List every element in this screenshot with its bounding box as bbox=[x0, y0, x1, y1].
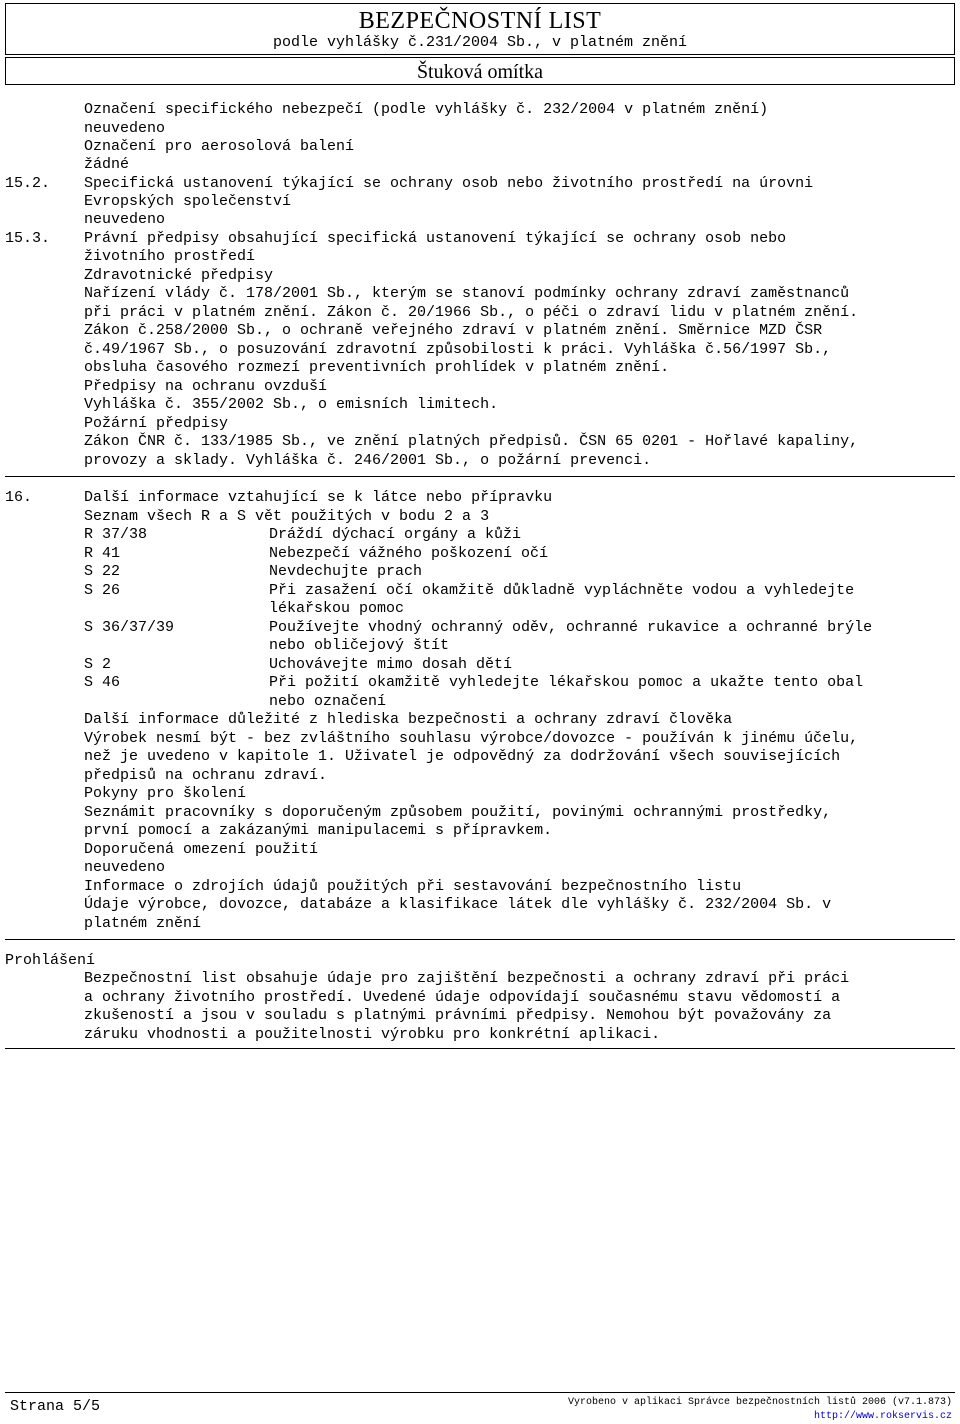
text-line: Vyhláška č. 355/2002 Sb., o emisních limitech. bbox=[84, 396, 499, 413]
text-line: Nařízení vlády č. 178/2001 Sb., kterým se stanoví podmínky ochrany zdraví zaměstnanců bbox=[84, 285, 850, 302]
phrase-text: Při požití okamžitě vyhledejte lékařskou pomoc a ukažte tento obal bbox=[269, 674, 864, 691]
section-heading: životního prostředí bbox=[84, 248, 256, 265]
text-line: provozy a sklady. Vyhláška č. 246/2001 Sb., o požární prevenci. bbox=[84, 452, 652, 469]
text-line: první pomocí a zakázanými manipulacemi s přípravkem. bbox=[84, 822, 553, 839]
phrase-text: Nevdechujte prach bbox=[269, 563, 423, 580]
text-line: Seznámit pracovníky s doporučeným způsobem použití, povinými ochrannými prostředky, bbox=[84, 804, 832, 821]
text-line: Bezpečnostní list obsahuje údaje pro zajištění bezpečnosti a ochrany zdraví při práci bbox=[84, 970, 850, 987]
phrase-text: Nebezpečí vážného poškození očí bbox=[269, 545, 549, 562]
text-line: Zákon ČNR č. 133/1985 Sb., ve znění platných předpisů. ČSN 65 0201 - Hořlavé kapaliny, bbox=[84, 433, 859, 450]
phrase-text: Při zasažení očí okamžitě důkladně vypláchněte vodou a vyhledejte bbox=[269, 582, 855, 599]
text-line: Označení pro aerosolová balení bbox=[84, 138, 355, 155]
section-number: 15.2. bbox=[5, 175, 51, 192]
section-heading: Specifická ustanovení týkající se ochrany osob nebo životního prostředí na úrovni bbox=[84, 175, 814, 192]
subheading: Další informace důležité z hlediska bezpečnosti a ochrany zdraví člověka bbox=[84, 711, 733, 728]
text-line: Údaje výrobce, dovozce, databáze a klasifikace látek dle vyhlášky č. 232/2004 Sb. v bbox=[84, 896, 832, 913]
phrase-text: lékařskou pomoc bbox=[269, 600, 405, 617]
subheading: Zdravotnické předpisy bbox=[84, 267, 274, 284]
section-heading: Právní předpisy obsahující specifická ustanovení týkající se ochrany osob nebo bbox=[84, 230, 787, 247]
section-number: 16. bbox=[5, 489, 33, 506]
document-title: BEZPEČNOSTNÍ LIST bbox=[358, 8, 602, 34]
text-line: záruku vhodnosti a použitelnosti výrobku pro konkrétní aplikaci. bbox=[84, 1026, 661, 1043]
phrase-text: Dráždí dýchací orgány a kůži bbox=[269, 526, 522, 543]
subheading: Požární předpisy bbox=[84, 415, 229, 432]
phrase-code: S 2 bbox=[84, 656, 112, 673]
phrase-code: S 46 bbox=[84, 674, 121, 691]
footer-divider bbox=[5, 1392, 955, 1393]
text-line: neuvedeno bbox=[84, 120, 166, 137]
subheading: Seznam všech R a S vět použitých v bodu 2 a 3 bbox=[84, 508, 490, 525]
subheading: Pokyny pro školení bbox=[84, 785, 247, 802]
phrase-code: S 26 bbox=[84, 582, 121, 599]
document-subtitle: podle vyhlášky č.231/2004 Sb., v platném znění bbox=[272, 34, 688, 51]
text-line: č.49/1967 Sb., o posuzování zdravotní způsobilosti k práci. Vyhláška č.56/1997 Sb., bbox=[84, 341, 832, 358]
phrase-code: R 37/38 bbox=[84, 526, 148, 543]
phrase-text: Uchovávejte mimo dosah dětí bbox=[269, 656, 513, 673]
text-line: Označení specifického nebezpečí (podle vyhlášky č. 232/2004 v platném znění) bbox=[84, 101, 769, 118]
text-line: žádné bbox=[84, 156, 130, 173]
phrase-text: Používejte vhodný ochranný oděv, ochranné rukavice a ochranné brýle bbox=[269, 619, 873, 636]
section-divider bbox=[5, 1048, 955, 1049]
text-line: platném znění bbox=[84, 915, 202, 932]
text-line: obsluha časového rozmezí preventivních prohlídek v platném znění. bbox=[84, 359, 670, 376]
section-number: 15.3. bbox=[5, 230, 51, 247]
text-line: zkušeností a jsou v souladu s platnými právními předpisy. Nemohou být považovány za bbox=[84, 1007, 832, 1024]
section-heading: Evropských společenství bbox=[84, 193, 292, 210]
text-line: neuvedeno bbox=[84, 859, 166, 876]
section-divider bbox=[5, 939, 955, 940]
footer-link[interactable]: http://www.rokservis.cz bbox=[813, 1411, 952, 1422]
text-line: a ochrany životního prostředí. Uvedené údaje odpovídají současnému stavu vědomostí a bbox=[84, 989, 841, 1006]
phrase-code: S 36/37/39 bbox=[84, 619, 175, 636]
text-line: Výrobek nesmí být - bez zvláštního souhlasu výrobce/dovozce - používán k jinému účelu, bbox=[84, 730, 859, 747]
text-line: Zákon č.258/2000 Sb., o ochraně veřejného zdraví v platném znění. Směrnice MZD ČSR bbox=[84, 322, 823, 339]
section-divider bbox=[5, 476, 955, 477]
phrase-code: R 41 bbox=[84, 545, 121, 562]
text-line: při práci v platném znění. Zákon č. 20/1966 Sb., o péči o zdraví lidu v platném znění. bbox=[84, 304, 859, 321]
page-number: Strana 5/5 bbox=[10, 1398, 101, 1415]
document-header bbox=[5, 3, 955, 55]
phrase-code: S 22 bbox=[84, 563, 121, 580]
generator-note: Vyrobeno v aplikaci Správce bezpečnostních listů 2006 (v7.1.873) bbox=[567, 1397, 952, 1408]
text-line: než je uvedeno v kapitole 1. Uživatel je odpovědný za dodržování všech souvisejících bbox=[84, 748, 841, 765]
declaration-heading: Prohlášení bbox=[5, 952, 96, 969]
text-line: neuvedeno bbox=[84, 211, 166, 228]
section-heading: Další informace vztahující se k látce nebo přípravku bbox=[84, 489, 553, 506]
phrase-text: nebo označení bbox=[269, 693, 387, 710]
subheading: Informace o zdrojích údajů použitých při sestavování bezpečnostního listu bbox=[84, 878, 742, 895]
subheading: Doporučená omezení použití bbox=[84, 841, 319, 858]
footer-info bbox=[568, 1396, 952, 1424]
product-name: Štuková omítka bbox=[5, 57, 955, 85]
subheading: Předpisy na ochranu ovzduší bbox=[84, 378, 328, 395]
text-line: předpisů na ochranu zdraví. bbox=[84, 767, 328, 784]
phrase-text: nebo obličejový štít bbox=[269, 637, 450, 654]
